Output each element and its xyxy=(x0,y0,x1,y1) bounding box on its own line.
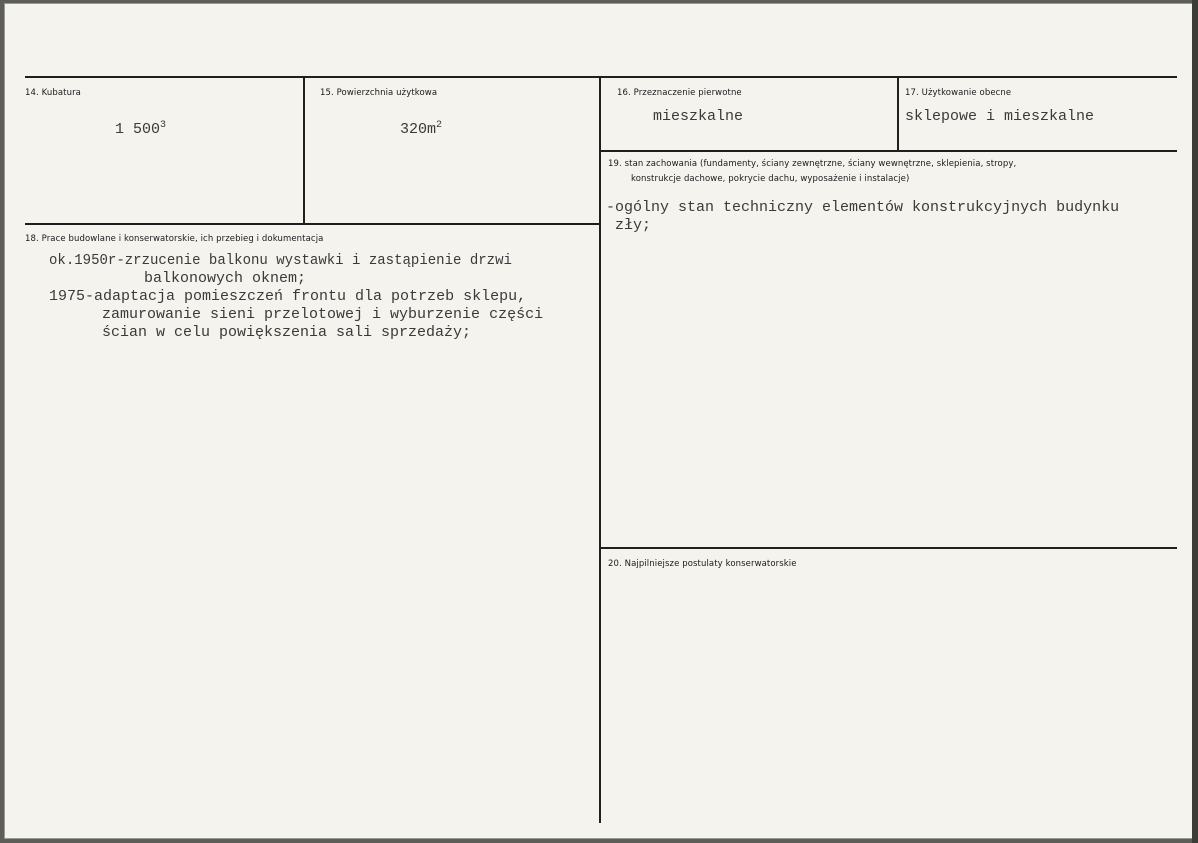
field-18-label: 18. Prace budowlane i konserwatorskie, ich przebieg i dokumentacja xyxy=(25,234,324,244)
field-14-value xyxy=(115,117,166,139)
area-number: 320m xyxy=(400,121,437,138)
rule-above-20 xyxy=(601,547,1177,549)
field-18-line-5: ścian w celu powiększenia sali sprzedaży; xyxy=(102,324,472,341)
main-vertical-divider xyxy=(599,78,601,823)
field-16-label: 16. Przeznaczenie pierwotne xyxy=(617,88,742,98)
field-17-value: sklepowe i mieszkalne xyxy=(905,108,1095,125)
cubature-number: 1 500 xyxy=(115,121,161,138)
field-19-label-line2: konstrukcje dachowe, pokrycie dachu, wyposażenie i instalacje) xyxy=(631,174,910,184)
field-18-line-1 xyxy=(49,252,544,270)
field-18-line-2: balkonowych oknem; xyxy=(144,270,307,287)
divider-16-17 xyxy=(897,78,899,152)
divider-14-15 xyxy=(303,78,305,224)
scan-dark-edge xyxy=(1192,0,1198,843)
field-19-label-line1: 19. stan zachowania (fundamenty, ściany zewnętrzne, ściany wewnętrzne, sklepienia, stropy, xyxy=(608,159,1017,169)
field-15-value xyxy=(400,117,442,139)
field-18-line-4: zamurowanie sieni przelotowej i wyburzenie części xyxy=(102,306,544,323)
field-15-label: 15. Powierzchnia użytkowa xyxy=(320,88,438,98)
field-18-line-1-text: ok.1950r-zrzucenie balkonu wystawki i zastąpienie drzwi xyxy=(49,252,512,269)
area-superscript: 2 xyxy=(436,120,443,131)
rule-under-14-15 xyxy=(25,223,601,225)
top-rule xyxy=(25,76,1177,78)
field-16-value: mieszkalne xyxy=(653,108,744,125)
record-card xyxy=(4,3,1194,839)
field-14-label: 14. Kubatura xyxy=(25,88,81,98)
field-19-line-2: zły; xyxy=(615,217,652,234)
field-19-line-1: -ogólny stan techniczny elementów konstrukcyjnych budynku xyxy=(606,199,1120,216)
cubature-superscript: 3 xyxy=(160,120,167,131)
field-18-line-3: 1975-adaptacja pomieszczeń frontu dla potrzeb sklepu, xyxy=(49,288,527,305)
rule-under-16-17 xyxy=(601,150,1177,152)
field-20-label: 20. Najpilniejsze postulaty konserwatorskie xyxy=(608,559,797,569)
field-17-label: 17. Użytkowanie obecne xyxy=(905,88,1012,98)
